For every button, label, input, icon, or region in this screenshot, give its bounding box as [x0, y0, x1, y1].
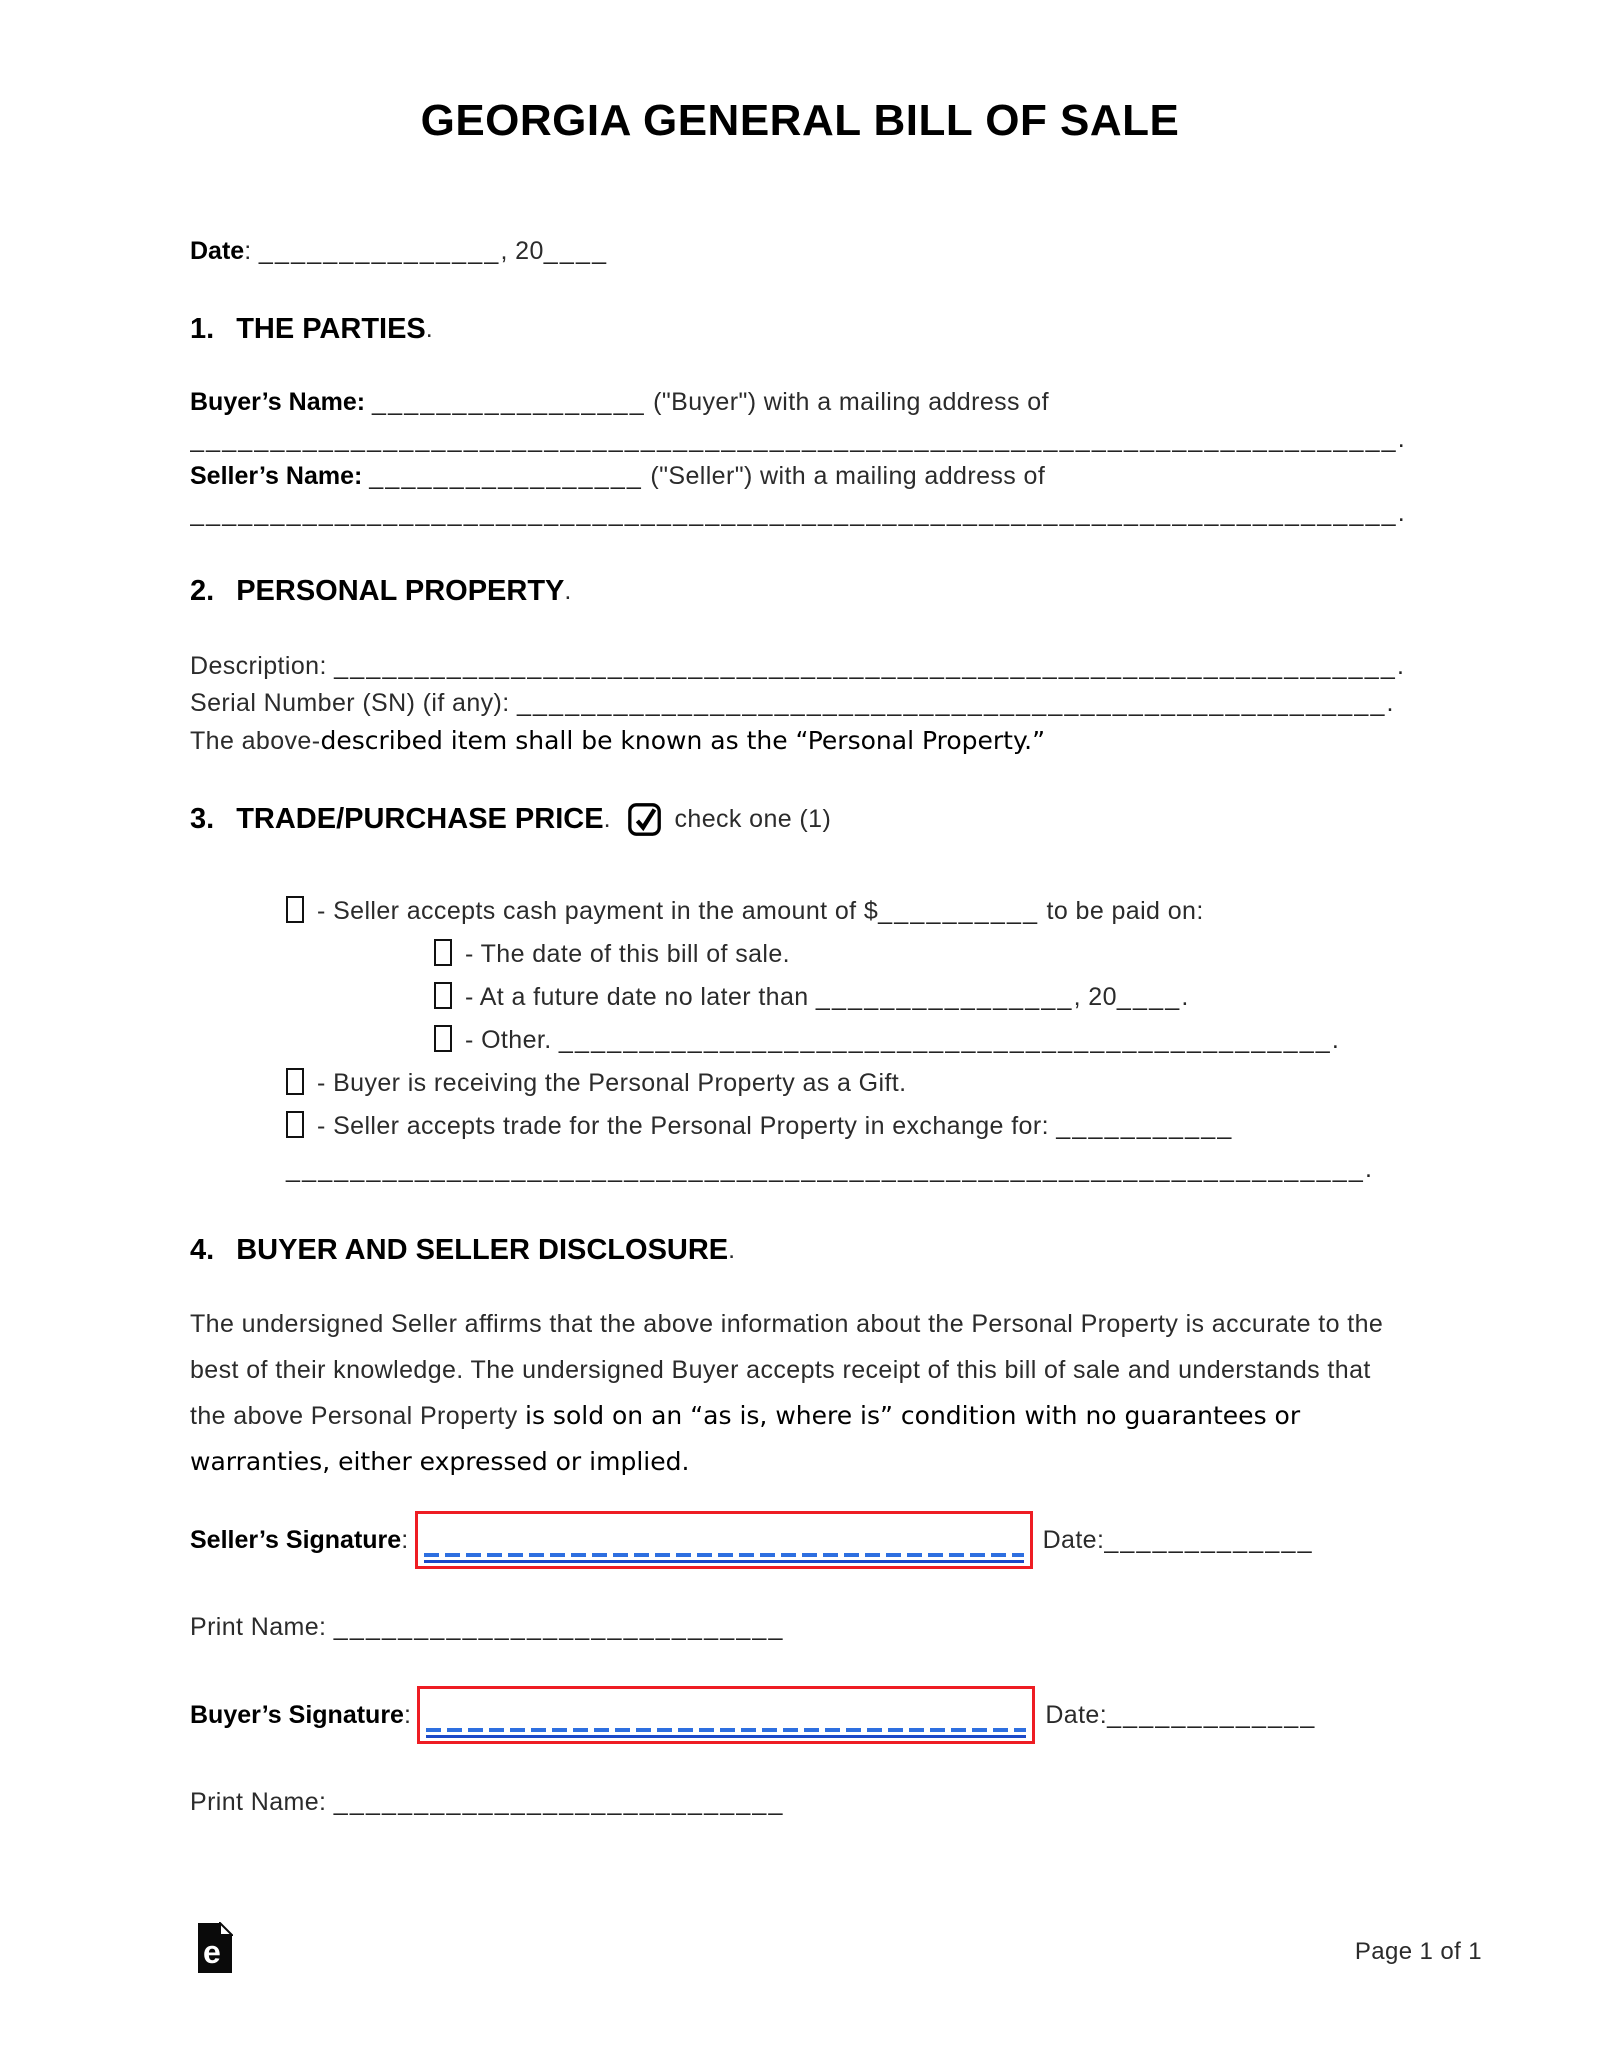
section-4-period: .: [728, 1236, 736, 1264]
future-date-period: .: [1181, 983, 1189, 1011]
buyer-print-name-blank-field: ____________________________: [333, 1788, 785, 1816]
disclosure-light-text: The undersigned Seller affirms that the above information about the Personal Property is accurate to the best of their knowledge. The undersigned Buyer accepts receipt of this bill of sale and understands that the above Personal Property: [190, 1310, 1384, 1430]
option-cash-payment: [190, 890, 1410, 933]
checkbox-unchecked-icon[interactable]: [286, 1068, 304, 1095]
signature-dashed-line: [424, 1553, 1024, 1557]
known-as-regular-text: described item shall be known as the “Personal Property.”: [320, 726, 1046, 755]
buyer-sig-date-blank-field: _____________: [1107, 1700, 1317, 1729]
checkbox-unchecked-icon[interactable]: [434, 982, 452, 1009]
option-date-of-sale: [190, 933, 1410, 976]
signature-solid-line: [426, 1735, 1026, 1738]
section-4-heading: [190, 1229, 1410, 1271]
checkbox-checked-icon: [627, 801, 663, 837]
seller-address-blank-field: ___________________________________________________________________________.: [190, 499, 1407, 527]
gift-text: - Buyer is receiving the Personal Property as a Gift.: [317, 1069, 907, 1097]
seller-name-rest: ("Seller") with a mailing address of: [643, 462, 1046, 490]
seller-print-name-line: [190, 1613, 1410, 1642]
section-1-heading: [190, 308, 1410, 350]
checkbox-unchecked-icon[interactable]: [434, 1025, 452, 1052]
buyer-print-name-line: [190, 1788, 1410, 1817]
serial-number-line: [190, 685, 1410, 722]
section-3-heading: [190, 798, 1410, 840]
future-date-blank-field: ________________: [815, 983, 1074, 1011]
option-trade: [190, 1105, 1410, 1148]
checkbox-unchecked-icon[interactable]: [434, 939, 452, 966]
eforms-logo: [197, 1922, 233, 1974]
date-blank-field: _______________: [258, 237, 501, 265]
seller-name-line: [190, 458, 1410, 495]
seller-signature-row: [190, 1511, 1410, 1569]
section-4-number: 4.: [190, 1234, 215, 1266]
buyer-name-line: [190, 384, 1410, 421]
disclosure-regular-text: is sold on an “as is, where is” condition with no guarantees or warranties, either expressed or implied.: [190, 1401, 1301, 1476]
date-of-sale-text: - The date of this bill of sale.: [465, 940, 791, 968]
signature-solid-line: [424, 1560, 1024, 1563]
check-one-label: check one (1): [674, 805, 832, 833]
serial-number-blank-field: ______________________________________________________.: [516, 689, 1396, 717]
trade-continuation-blank-field: ___________________________________________________________________.: [286, 1155, 1375, 1183]
section-3-number: 3.: [190, 803, 215, 835]
cash-text-post: to be paid on:: [1039, 897, 1204, 925]
section-2-heading: [190, 570, 1410, 612]
section-3-period: .: [603, 805, 611, 833]
section-3-title: TRADE/PURCHASE PRICE: [236, 803, 604, 835]
section-2-period: .: [564, 577, 572, 605]
option-future-date: [190, 976, 1410, 1019]
section-1-title: THE PARTIES: [236, 313, 426, 345]
section-4-title: BUYER AND SELLER DISCLOSURE: [236, 1234, 729, 1266]
seller-signature-field[interactable]: [415, 1511, 1033, 1569]
seller-sig-date-blank-field: _____________: [1104, 1525, 1314, 1554]
seller-name-blank-field: _________________: [369, 462, 644, 490]
section-1-period: .: [425, 315, 433, 343]
seller-print-name-label: Print Name:: [190, 1613, 334, 1641]
disclosure-paragraph: [190, 1301, 1410, 1485]
seller-signature-label: Seller’s Signature: [190, 1525, 402, 1554]
seller-name-label: Seller’s Name:: [190, 462, 370, 490]
page-indicator: Page 1 of 1: [1354, 1938, 1482, 1965]
buyer-signature-row: [190, 1686, 1410, 1744]
future-date-text: - At a future date no later than: [465, 983, 816, 1011]
seller-sig-date-label: Date:: [1042, 1525, 1105, 1554]
buyer-signature-label: Buyer’s Signature: [190, 1700, 404, 1729]
buyer-signature-colon: :: [403, 1700, 412, 1729]
option-other: [190, 1019, 1410, 1062]
known-as-line: [190, 722, 1410, 760]
buyer-address-line: [190, 421, 1410, 458]
buyer-print-name-label: Print Name:: [190, 1788, 334, 1816]
description-label: Description:: [190, 652, 335, 680]
checkbox-unchecked-icon[interactable]: [286, 896, 304, 923]
known-as-light-text: The above-: [190, 727, 321, 755]
seller-signature-colon: :: [401, 1525, 409, 1554]
section-2-number: 2.: [190, 575, 215, 607]
date-label: Date: [190, 237, 245, 265]
option-gift: [190, 1062, 1410, 1105]
trade-continuation-line: [190, 1148, 1410, 1191]
cash-amount-blank-field: __________: [878, 897, 1040, 925]
trade-blank-field: ___________: [1056, 1112, 1234, 1140]
date-year-blank-field: ____: [543, 237, 609, 265]
buyer-sig-date-label: Date:: [1045, 1700, 1108, 1729]
buyer-name-rest: ("Buyer") with a mailing address of: [645, 388, 1049, 416]
other-blank-field: ________________________________________________.: [558, 1026, 1342, 1054]
description-blank-field: __________________________________________________________________.: [334, 652, 1407, 680]
section-2-title: PERSONAL PROPERTY: [236, 575, 565, 607]
future-date-year-blank-field: ____: [1116, 983, 1182, 1011]
page-title: GEORGIA GENERAL BILL OF SALE: [420, 96, 1180, 145]
cash-text: - Seller accepts cash payment in the amount of $: [317, 897, 879, 925]
buyer-name-blank-field: _________________: [372, 388, 646, 416]
buyer-name-label: Buyer’s Name:: [190, 388, 373, 416]
serial-number-label: Serial Number (SN) (if any):: [190, 689, 517, 717]
buyer-address-blank-field: ___________________________________________________________________________.: [190, 425, 1407, 453]
logo-letter: e: [203, 1934, 221, 1970]
price-options-list: [190, 890, 1410, 1191]
section-1-number: 1.: [190, 313, 215, 345]
date-colon: :: [244, 237, 259, 265]
page-content: [0, 96, 1600, 1817]
signature-dashed-line: [426, 1728, 1026, 1732]
seller-print-name-blank-field: ____________________________: [333, 1613, 785, 1641]
description-line: [190, 648, 1410, 685]
date-line: [190, 232, 1410, 270]
future-date-year-prefix: , 20: [1073, 983, 1117, 1011]
seller-address-line: [190, 495, 1410, 532]
date-year-prefix: , 20: [500, 237, 544, 265]
logo-folded-corner: [220, 1923, 232, 1935]
checkbox-unchecked-icon[interactable]: [286, 1111, 304, 1138]
buyer-signature-field[interactable]: [417, 1686, 1035, 1744]
trade-text: - Seller accepts trade for the Personal Property in exchange for:: [317, 1112, 1057, 1140]
other-text: - Other.: [465, 1026, 559, 1054]
